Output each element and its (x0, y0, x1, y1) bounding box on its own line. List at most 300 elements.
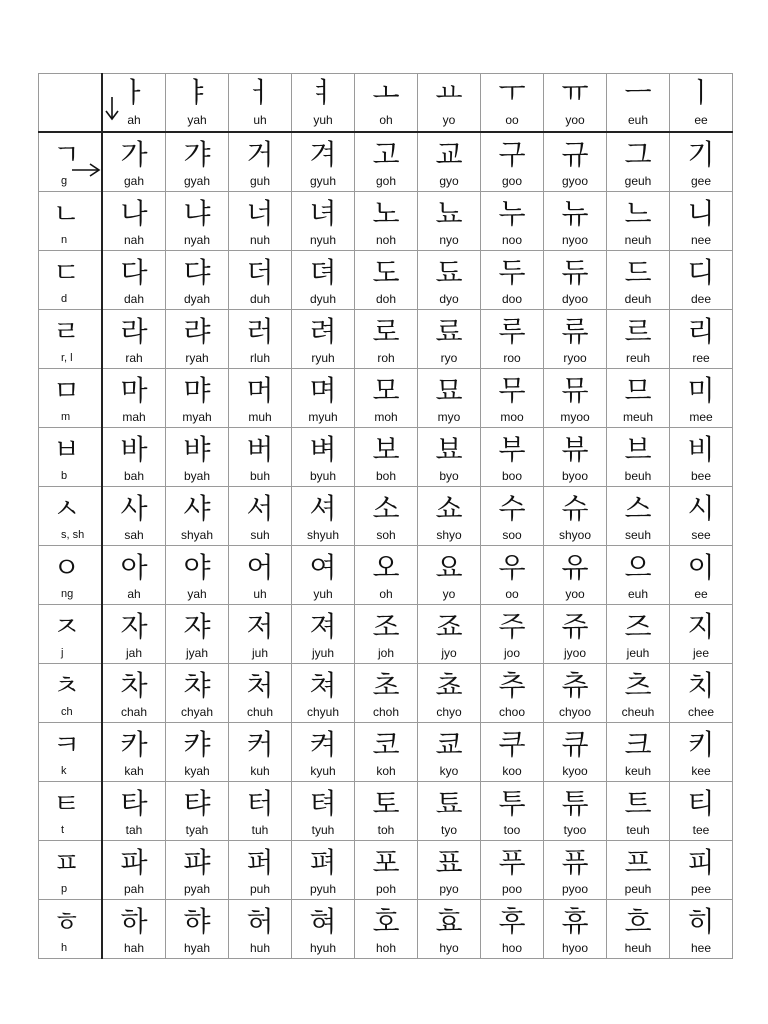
vowel-romanization: oh (379, 113, 393, 127)
syllable-cell (544, 782, 607, 841)
syllable-character: 갸 (183, 138, 211, 171)
syllable-romanization: yah (187, 587, 207, 601)
syllable-cell (229, 664, 292, 723)
syllable-cell (292, 664, 355, 723)
vowel-character: ㅏ (120, 76, 148, 109)
syllable-character: 구 (498, 138, 526, 171)
syllable-cell (166, 369, 229, 428)
syllable-character: 뮤 (561, 374, 589, 407)
syllable-character: 노 (372, 197, 400, 230)
syllable-cell (544, 310, 607, 369)
syllable-character: 유 (561, 551, 589, 584)
syllable-romanization: tyah (185, 823, 209, 837)
vowel-character: ㅓ (246, 76, 274, 109)
consonant-character: ㄹ (53, 315, 81, 348)
vowel-header-cell (292, 74, 355, 133)
syllable-cell (355, 132, 418, 192)
consonant-character: ㅋ (53, 728, 81, 761)
syllable-cell (670, 546, 733, 605)
syllable-cell (481, 428, 544, 487)
syllable-cell (166, 782, 229, 841)
consonant-romanization: ch (61, 706, 73, 718)
syllable-cell (166, 900, 229, 959)
syllable-character: 부 (498, 433, 526, 466)
syllable-cell (166, 664, 229, 723)
syllable-romanization: chuh (246, 705, 274, 719)
consonant-header-cell (39, 132, 103, 192)
syllable-cell (102, 723, 166, 782)
syllable-romanization: kuh (250, 764, 270, 778)
syllable-character: 치 (687, 669, 715, 702)
syllable-character: 처 (246, 669, 274, 702)
syllable-cell (418, 132, 481, 192)
syllable-romanization: kyuh (310, 764, 336, 778)
consonant-character: ㅊ (53, 669, 81, 702)
syllable-character: 퍄 (183, 846, 211, 879)
consonant-header-cell (39, 251, 103, 310)
syllable-character: 뷰 (561, 433, 589, 466)
syllable-cell (102, 487, 166, 546)
syllable-character: 피 (687, 846, 715, 879)
syllable-romanization: gah (123, 174, 145, 188)
syllable-romanization: euh (627, 587, 649, 601)
syllable-cell (481, 132, 544, 192)
syllable-romanization: nyah (183, 233, 211, 247)
consonant-row (39, 546, 733, 605)
syllable-character: 쳐 (309, 669, 337, 702)
syllable-character: 수 (498, 492, 526, 525)
syllable-character: 됴 (435, 256, 463, 289)
syllable-character: 캬 (183, 728, 211, 761)
consonant-row (39, 132, 733, 192)
syllable-character: 셔 (309, 492, 337, 525)
syllable-cell (481, 192, 544, 251)
vowel-header-cell (670, 74, 733, 133)
syllable-romanization: muh (248, 410, 272, 424)
syllable-character: 다 (120, 256, 148, 289)
syllable-romanization: noo (501, 233, 523, 247)
syllable-character: 펴 (309, 846, 337, 879)
syllable-character: 히 (687, 905, 715, 938)
syllable-romanization: jyuh (311, 646, 334, 660)
syllable-cell (102, 369, 166, 428)
syllable-romanization: doo (501, 292, 523, 306)
syllable-character: 냐 (183, 197, 211, 230)
syllable-romanization: cheuh (621, 705, 655, 719)
consonant-row (39, 487, 733, 546)
syllable-romanization: moh (374, 410, 398, 424)
syllable-cell (292, 251, 355, 310)
syllable-character: 툐 (435, 787, 463, 820)
syllable-character: 이 (687, 551, 715, 584)
syllable-cell (544, 546, 607, 605)
syllable-character: 댜 (183, 256, 211, 289)
syllable-romanization: duh (249, 292, 271, 306)
syllable-character: 포 (372, 846, 400, 879)
syllable-romanization: myah (182, 410, 212, 424)
syllable-cell (418, 310, 481, 369)
syllable-cell (607, 841, 670, 900)
syllable-character: 지 (687, 610, 715, 643)
syllable-cell (355, 487, 418, 546)
syllable-romanization: nee (690, 233, 712, 247)
syllable-cell (292, 782, 355, 841)
syllable-character: 쵸 (435, 669, 463, 702)
syllable-romanization: poh (375, 882, 397, 896)
syllable-cell (355, 841, 418, 900)
syllable-cell (166, 428, 229, 487)
consonant-character: ㄴ (53, 197, 81, 230)
consonant-row (39, 723, 733, 782)
syllable-character: 모 (372, 374, 400, 407)
syllable-cell (102, 546, 166, 605)
syllable-cell (355, 546, 418, 605)
syllable-romanization: hee (690, 941, 712, 955)
syllable-romanization: noh (375, 233, 397, 247)
syllable-romanization: hyo (439, 941, 459, 955)
syllable-romanization: kyah (184, 764, 210, 778)
syllable-cell (418, 723, 481, 782)
syllable-cell (166, 546, 229, 605)
syllable-character: 뉴 (561, 197, 589, 230)
syllable-character: 슈 (561, 492, 589, 525)
consonant-romanization: n (61, 234, 68, 246)
syllable-character: 쿠 (498, 728, 526, 761)
syllable-character: 아 (120, 551, 148, 584)
syllable-character: 츄 (561, 669, 589, 702)
syllable-romanization: tuh (251, 823, 269, 837)
syllable-cell (670, 723, 733, 782)
syllable-character: 우 (498, 551, 526, 584)
syllable-character: 드 (624, 256, 652, 289)
syllable-cell (418, 900, 481, 959)
syllable-cell (292, 192, 355, 251)
syllable-romanization: doh (375, 292, 397, 306)
vowel-header-cell (102, 74, 166, 133)
syllable-romanization: mee (689, 410, 713, 424)
syllable-romanization: sah (124, 528, 144, 542)
syllable-romanization: tah (125, 823, 143, 837)
syllable-cell (670, 192, 733, 251)
syllable-romanization: kyo (439, 764, 459, 778)
syllable-character: 코 (372, 728, 400, 761)
consonant-romanization: g (61, 175, 68, 187)
syllable-cell (229, 605, 292, 664)
consonant-character: ㅈ (53, 610, 81, 643)
syllable-romanization: tyo (440, 823, 457, 837)
consonant-romanization: h (61, 942, 68, 954)
syllable-character: 무 (498, 374, 526, 407)
consonant-row (39, 251, 733, 310)
syllable-character: 뱌 (183, 433, 211, 466)
syllable-character: 쿄 (435, 728, 463, 761)
consonant-header-cell (39, 605, 103, 664)
syllable-cell (166, 487, 229, 546)
consonant-header-cell (39, 546, 103, 605)
syllable-cell (102, 782, 166, 841)
syllable-character: 혀 (309, 905, 337, 938)
syllable-character: 비 (687, 433, 715, 466)
syllable-character: 리 (687, 315, 715, 348)
syllable-cell (292, 841, 355, 900)
consonant-row (39, 605, 733, 664)
syllable-romanization: see (691, 528, 711, 542)
syllable-cell (166, 310, 229, 369)
syllable-romanization: dyah (183, 292, 211, 306)
syllable-cell (355, 723, 418, 782)
syllable-cell (355, 428, 418, 487)
consonant-romanization: j (61, 647, 64, 659)
syllable-romanization: bee (690, 469, 712, 483)
syllable-character: 튜 (561, 787, 589, 820)
syllable-romanization: jyah (185, 646, 208, 660)
vowel-character: ㅣ (687, 76, 715, 109)
consonant-romanization: s, sh (61, 529, 85, 541)
syllable-character: 파 (120, 846, 148, 879)
vowel-character: ㅕ (309, 76, 337, 109)
syllable-romanization: oh (379, 587, 393, 601)
syllable-cell (102, 841, 166, 900)
syllable-romanization: too (503, 823, 521, 837)
syllable-character: 즈 (624, 610, 652, 643)
syllable-character: 도 (372, 256, 400, 289)
syllable-romanization: koo (502, 764, 522, 778)
syllable-romanization: soo (502, 528, 522, 542)
syllable-cell (102, 132, 166, 192)
syllable-romanization: yo (442, 587, 456, 601)
vowel-header-cell (229, 74, 292, 133)
syllable-cell (166, 192, 229, 251)
vowel-header-cell (544, 74, 607, 133)
syllable-character: 오 (372, 551, 400, 584)
syllable-romanization: goo (501, 174, 523, 188)
syllable-character: 효 (435, 905, 463, 938)
vowel-romanization: yoo (565, 113, 585, 127)
vowel-character: ㅠ (561, 76, 589, 109)
syllable-character: 주 (498, 610, 526, 643)
syllable-character: 탸 (183, 787, 211, 820)
syllable-cell (229, 369, 292, 428)
syllable-cell (670, 664, 733, 723)
syllable-romanization: jyoo (563, 646, 586, 660)
syllable-cell (229, 192, 292, 251)
syllable-character: 챠 (183, 669, 211, 702)
syllable-cell (670, 841, 733, 900)
syllable-character: 겨 (309, 138, 337, 171)
syllable-character: 너 (246, 197, 274, 230)
syllable-character: 먀 (183, 374, 211, 407)
syllable-cell (166, 132, 229, 192)
syllable-romanization: choh (372, 705, 400, 719)
consonant-character: ㅇ (53, 551, 81, 584)
syllable-cell (166, 723, 229, 782)
syllable-romanization: rah (125, 351, 143, 365)
syllable-character: 더 (246, 256, 274, 289)
consonant-header-cell (39, 900, 103, 959)
consonant-header-cell (39, 310, 103, 369)
syllable-cell (229, 546, 292, 605)
syllable-cell (607, 310, 670, 369)
syllable-cell (607, 192, 670, 251)
syllable-cell (481, 369, 544, 428)
syllable-character: 마 (120, 374, 148, 407)
syllable-romanization: uh (253, 587, 267, 601)
syllable-romanization: ryuh (311, 351, 335, 365)
syllable-romanization: kyoo (562, 764, 588, 778)
syllable-cell (292, 369, 355, 428)
syllable-cell (544, 723, 607, 782)
syllable-character: 뎌 (309, 256, 337, 289)
syllable-cell (607, 428, 670, 487)
syllable-romanization: meuh (622, 410, 654, 424)
syllable-romanization: byah (183, 469, 211, 483)
syllable-romanization: boh (375, 469, 397, 483)
syllable-cell (607, 723, 670, 782)
syllable-romanization: myo (437, 410, 461, 424)
syllable-romanization: teuh (626, 823, 650, 837)
syllable-cell (229, 251, 292, 310)
syllable-romanization: hoh (375, 941, 397, 955)
syllable-romanization: jeuh (626, 646, 650, 660)
syllable-cell (418, 428, 481, 487)
syllable-romanization: pyah (183, 882, 211, 896)
syllable-cell (481, 900, 544, 959)
syllable-romanization: tee (692, 823, 710, 837)
syllable-romanization: dah (123, 292, 145, 306)
consonant-character: ㅂ (53, 433, 81, 466)
syllable-cell (544, 428, 607, 487)
syllable-cell (229, 132, 292, 192)
syllable-character: 니 (687, 197, 715, 230)
syllable-romanization: chyah (180, 705, 214, 719)
syllable-character: 퓨 (561, 846, 589, 879)
syllable-romanization: myoo (560, 410, 590, 424)
vowel-romanization: yuh (313, 113, 333, 127)
syllable-character: 사 (120, 492, 148, 525)
syllable-cell (292, 132, 355, 192)
syllable-romanization: choo (498, 705, 526, 719)
syllable-cell (292, 900, 355, 959)
consonant-row (39, 369, 733, 428)
syllable-character: 로 (372, 315, 400, 348)
syllable-cell (481, 487, 544, 546)
syllable-character: 누 (498, 197, 526, 230)
syllable-romanization: heuh (624, 941, 652, 955)
syllable-romanization: deuh (624, 292, 652, 306)
syllable-character: 라 (120, 315, 148, 348)
syllable-character: 져 (309, 610, 337, 643)
syllable-cell (418, 192, 481, 251)
syllable-cell (292, 546, 355, 605)
syllable-character: 루 (498, 315, 526, 348)
syllable-cell (607, 900, 670, 959)
syllable-character: 허 (246, 905, 274, 938)
syllable-character: 트 (624, 787, 652, 820)
consonant-header-cell (39, 782, 103, 841)
syllable-cell (544, 132, 607, 192)
syllable-romanization: goh (375, 174, 397, 188)
syllable-cell (670, 369, 733, 428)
syllable-character: 쟈 (183, 610, 211, 643)
syllable-romanization: dyuh (309, 292, 337, 306)
syllable-character: 뵤 (435, 433, 463, 466)
syllable-cell (102, 251, 166, 310)
right-arrow-icon (71, 163, 101, 177)
syllable-character: 쇼 (435, 492, 463, 525)
syllable-character: 표 (435, 846, 463, 879)
syllable-character: 크 (624, 728, 652, 761)
syllable-character: 류 (561, 315, 589, 348)
syllable-cell (481, 546, 544, 605)
syllable-cell (481, 723, 544, 782)
syllable-romanization: roh (377, 351, 395, 365)
consonant-header-cell (39, 664, 103, 723)
syllable-romanization: poo (501, 882, 523, 896)
syllable-cell (102, 900, 166, 959)
syllable-character: 러 (246, 315, 274, 348)
syllable-character: 츠 (624, 669, 652, 702)
syllable-romanization: ree (692, 351, 710, 365)
syllable-romanization: geuh (624, 174, 652, 188)
consonant-row (39, 192, 733, 251)
syllable-romanization: nyuh (309, 233, 337, 247)
syllable-romanization: puh (249, 882, 271, 896)
syllable-romanization: pah (123, 882, 145, 896)
consonant-character: ㄷ (53, 256, 81, 289)
syllable-cell (670, 132, 733, 192)
syllable-character: 켜 (309, 728, 337, 761)
syllable-cell (355, 605, 418, 664)
syllable-romanization: guh (249, 174, 271, 188)
syllable-romanization: tyoo (563, 823, 587, 837)
consonant-header-cell (39, 192, 103, 251)
syllable-character: 어 (246, 551, 274, 584)
syllable-romanization: jah (125, 646, 142, 660)
syllable-cell (607, 369, 670, 428)
syllable-character: 호 (372, 905, 400, 938)
syllable-cell (670, 487, 733, 546)
syllable-romanization: tyuh (311, 823, 335, 837)
syllable-cell (355, 192, 418, 251)
syllable-cell (481, 251, 544, 310)
syllable-romanization: gee (690, 174, 712, 188)
consonant-row (39, 310, 733, 369)
syllable-romanization: rluh (249, 351, 270, 365)
down-arrow-icon (105, 96, 119, 122)
syllable-romanization: chyo (436, 705, 462, 719)
syllable-character: 며 (309, 374, 337, 407)
syllable-character: 서 (246, 492, 274, 525)
consonant-header-cell (39, 723, 103, 782)
syllable-character: 디 (687, 256, 715, 289)
syllable-cell (418, 841, 481, 900)
vowel-header-cell (355, 74, 418, 133)
syllable-romanization: hyah (183, 941, 211, 955)
consonant-character: ㅌ (53, 787, 81, 820)
syllable-character: 티 (687, 787, 715, 820)
consonant-row (39, 782, 733, 841)
syllable-romanization: chah (120, 705, 148, 719)
consonant-header-cell (39, 369, 103, 428)
syllable-cell (607, 664, 670, 723)
syllable-cell (544, 900, 607, 959)
vowel-header-cell (481, 74, 544, 133)
syllable-cell (418, 782, 481, 841)
syllable-character: 미 (687, 374, 715, 407)
syllable-romanization: suh (250, 528, 270, 542)
vowel-character: ㅗ (372, 76, 400, 109)
syllable-romanization: jee (692, 646, 709, 660)
